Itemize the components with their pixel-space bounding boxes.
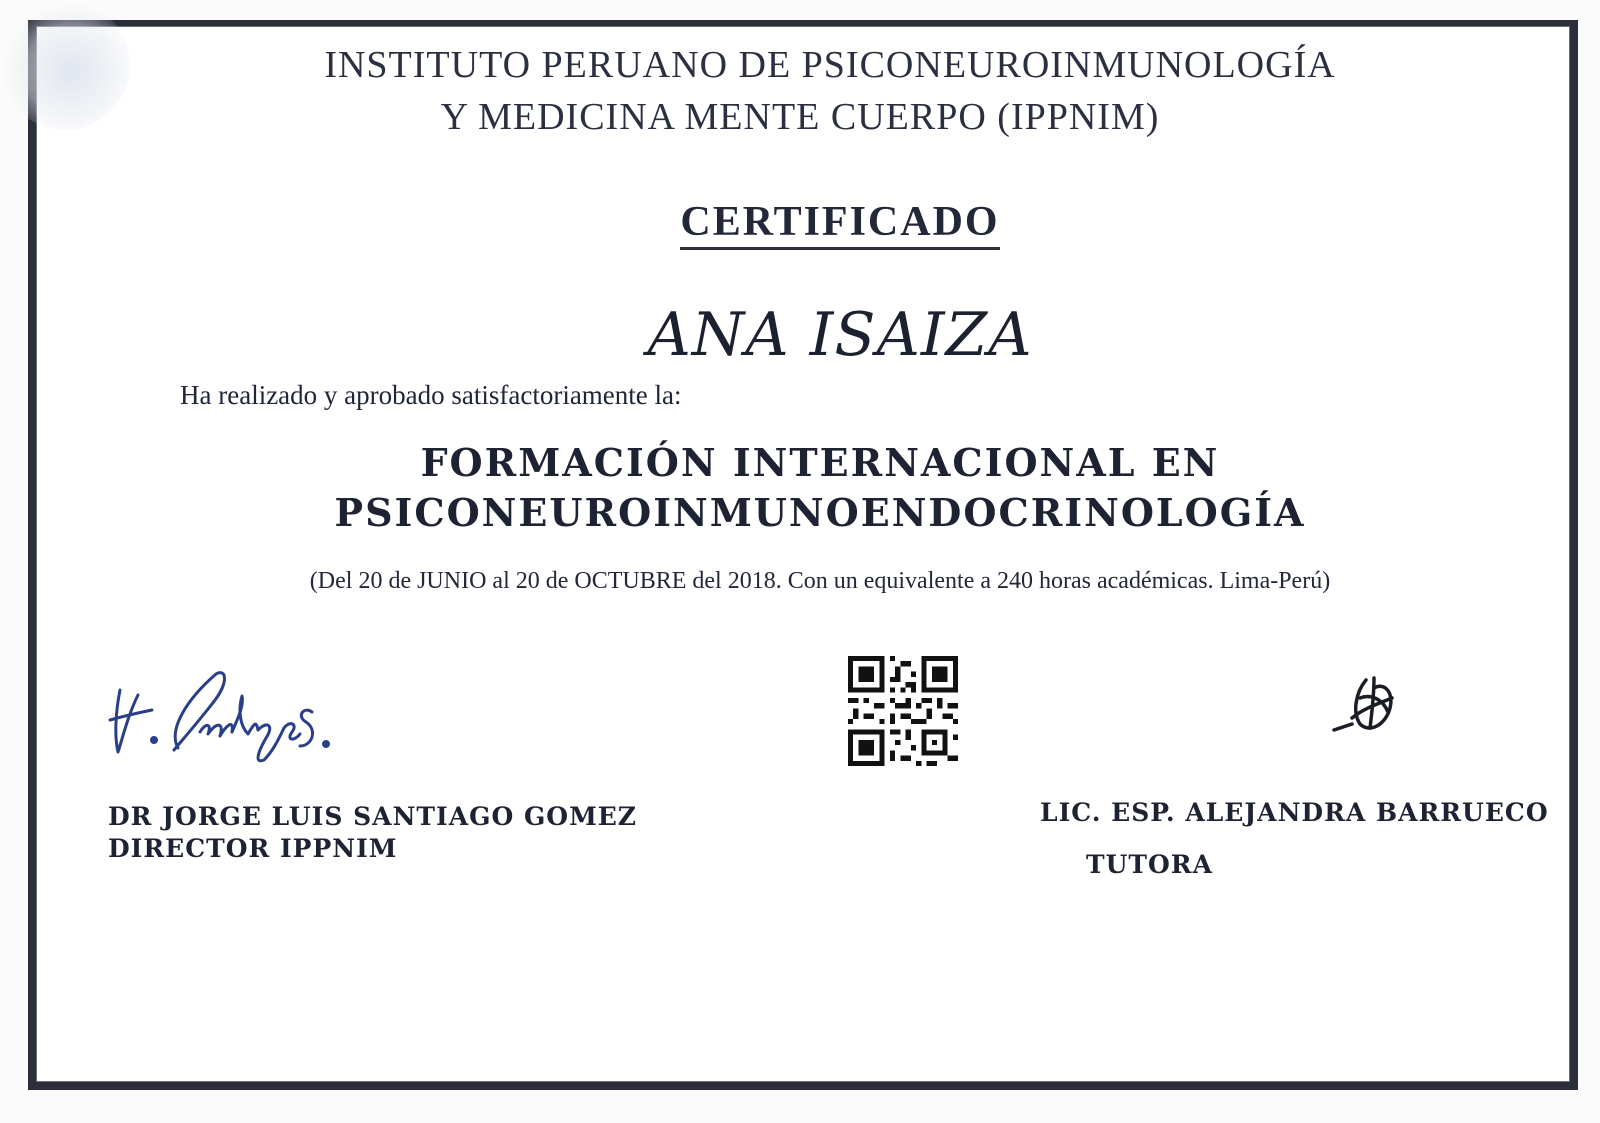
certificate-frame bbox=[28, 20, 1578, 1090]
certificate-title bbox=[0, 198, 1600, 246]
institution-line-2: Y MEDICINA MENTE CUERPO (IPPNIM) bbox=[440, 96, 1160, 138]
course-details: (Del 20 de JUNIO al 20 de OCTUBRE del 2018. Con un equivalente a 240 horas académicas. Lima-Perú) bbox=[309, 568, 1331, 594]
certificate-title-text: CERTIFICADO bbox=[680, 199, 999, 250]
intro-text: Ha realizado y aprobado satisfactoriamente la: bbox=[180, 380, 682, 410]
tutor-name: LIC. ESP. ALEJANDRA BARRUECO bbox=[1040, 798, 1549, 827]
director-name: DR JORGE LUIS SANTIAGO GOMEZ bbox=[108, 802, 638, 831]
course-title-line-1: FORMACIÓN INTERNACIONAL EN bbox=[420, 440, 1220, 485]
tutor-signature bbox=[1330, 668, 1420, 748]
recipient-name: ANA ISAIZA bbox=[647, 300, 1033, 370]
qr-code bbox=[848, 656, 958, 766]
institution-line-1: INSTITUTO PERUANO DE PSICONEUROINMUNOLOGÍA bbox=[324, 44, 1336, 86]
director-role: DIRECTOR IPPNIM bbox=[108, 834, 398, 863]
course-title-line-2: PSICONEUROINMUNOENDOCRINOLOGÍA bbox=[334, 490, 1306, 535]
director-signature bbox=[108, 660, 338, 780]
tutor-role: TUTORA bbox=[1086, 850, 1213, 879]
